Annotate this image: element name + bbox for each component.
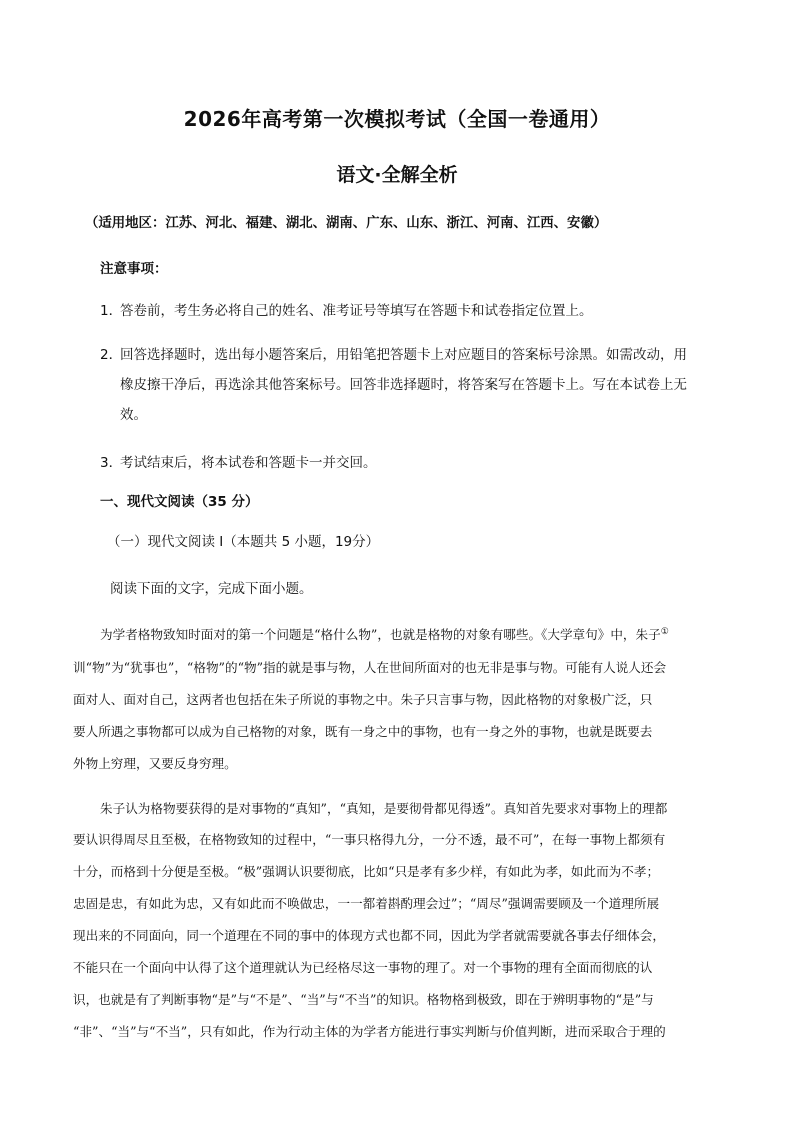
exam-subtitle: 语文·全解全析: [336, 164, 458, 186]
passage-line: 要人所遇之事物都可以成为自己格物的对象，既有一身之中的事物，也有一身之外的事物，也就是既要去: [73, 724, 653, 739]
passage-line: 现出来的不同面向，同一个道理在不同的事中的体现方式也都不同，因此为学者就需要就各事去仔细体会，: [73, 928, 665, 943]
passage-line: 外物上穷理，又要反身穷理。: [73, 756, 237, 771]
notice-heading: 注意事项：: [100, 261, 168, 277]
passage-line: 训“物”为“犹事也”，“格物”的“物”指的就是事与物，人在世间所面对的也无非是事与物。可能有人说人还会: [73, 660, 667, 675]
passage-line: 识，也就是有了判断事物“是”与“不是”、“当”与“不当”的知识。格物格到极致，即在于辨明事物的“是”与: [73, 992, 654, 1007]
passage-line: “非”、“当”与“不当”，只有如此，作为行动主体的为学者方能进行事实判断与价值判断，进而采取合于理的: [73, 1024, 666, 1039]
notice-item-number: 1．: [100, 303, 123, 319]
reading-instruction: 阅读下面的文字，完成下面小题。: [110, 581, 313, 597]
passage-line: 朱子认为格物要获得的是对事物的“真知”，“真知，是要彻骨都见得透”。真知首先要求对事物上的理都: [100, 801, 668, 816]
passage-line: 不能只在一个面向中认得了这个道理就认为已经格尽这一事物的理了。对一个事物的理有全面而彻底的认: [73, 960, 653, 975]
notice-item-1: [100, 298, 730, 324]
exam-title: 2026年高考第一次模拟考试（全国一卷通用）: [183, 107, 611, 131]
notice-item-text: 答卷前，考生务必将自己的姓名、准考证号等填写在答题卡和试卷指定位置上。: [120, 303, 593, 319]
passage-line: 要认识得周尽且至极，在格物致知的过程中，“一事只格得九分，一分不透，最不可”，在每一事物上都须有: [73, 832, 666, 847]
notice-item-2: [100, 342, 730, 428]
footnote-mark: ①: [660, 626, 669, 637]
notice-item-text-line-1: 回答选择题时，选出每小题答案后，用铅笔把答题卡上对应题目的答案标号涂黑。如需改动，用: [120, 347, 687, 363]
passage-line: 为学者格物致知时面对的第一个问题是“格什么物”，也就是格物的对象有哪些。《大学章句》中，朱子①: [100, 626, 669, 642]
notice-item-text-line-2: 橡皮擦干净后，再选涂其他答案标号。回答非选择题时，将答案写在答题卡上。写在本试卷上无: [120, 377, 687, 393]
applicable-regions: （适用地区：江苏、河北、福建、湖北、湖南、广东、山东、浙江、河南、江西、安徽）: [85, 216, 608, 231]
notice-item-number: 3．: [100, 455, 123, 471]
section-heading: 一、现代文阅读（35 分）: [100, 494, 259, 510]
notice-item-3: [100, 450, 730, 476]
notice-item-number: 2．: [100, 347, 123, 363]
passage-line: 面对人、面对自己，这两者也包括在朱子所说的事物之中。朱子只言事与物，因此格物的对象极广泛，只: [73, 692, 653, 707]
passage-line: 忠固是忠，有如此为忠，又有如此而不唤做忠，一一都着斟酌理会过”；“周尽”强调需要顾及一个道理所展: [73, 896, 660, 911]
notice-item-text-line-3: 效。: [120, 407, 147, 423]
passage-line: 十分，而格到十分便是至极。“极”强调认识要彻底，比如“只是孝有多少样，有如此为孝，如此而为不孝；: [73, 864, 660, 879]
sub-section-heading: （一）现代文阅读 I（本题共 5 小题，19分）: [107, 534, 380, 550]
notice-item-text: 考试结束后，将本试卷和答题卡一并交回。: [120, 455, 377, 471]
